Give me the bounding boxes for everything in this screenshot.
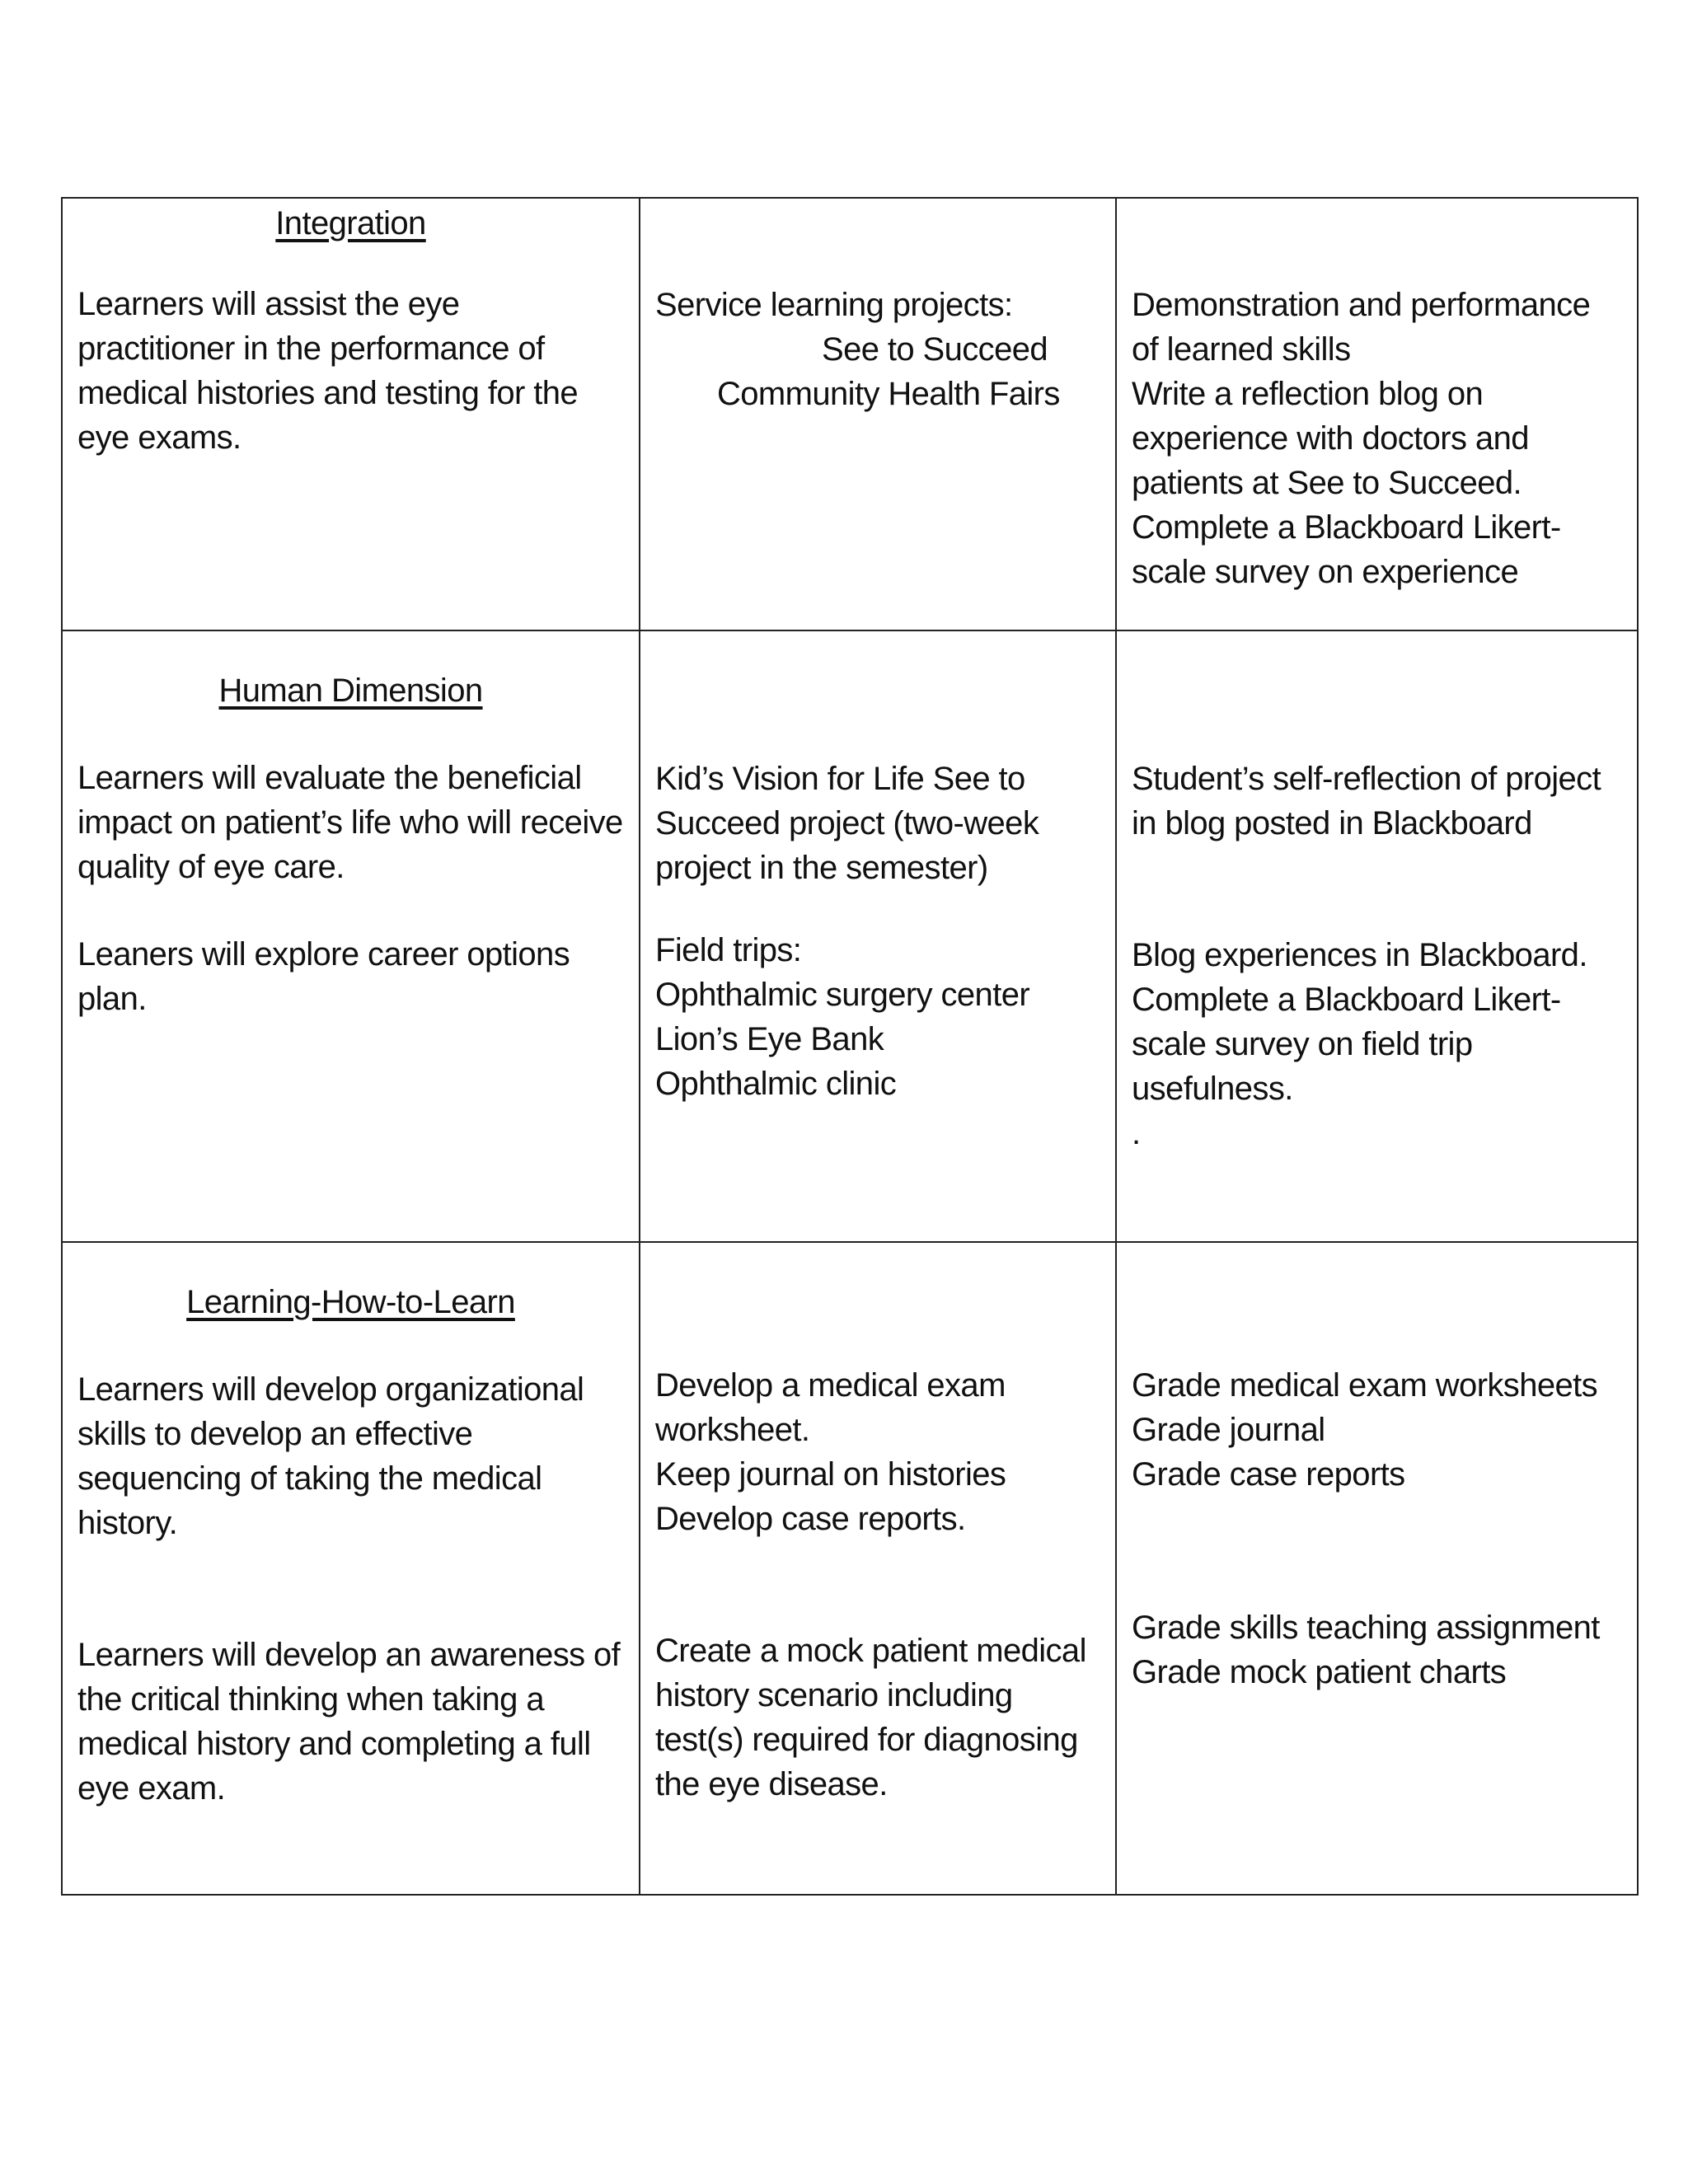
assessment-item: Complete a Blackboard Likert-scale survey on experience bbox=[1132, 509, 1561, 590]
objective-text: Learners will develop an awareness of the critical thinking when taking a medical history and completing a full eye exam. bbox=[77, 1637, 621, 1807]
assessments-cell bbox=[1116, 1242, 1638, 1895]
activity-text: Kid’s Vision for Life See to Succeed project (two-week project in the semester) bbox=[655, 761, 1039, 886]
assessment-item: Grade case reports bbox=[1132, 1456, 1405, 1493]
activities-cell bbox=[640, 1242, 1116, 1895]
assessments-list bbox=[1132, 933, 1622, 1155]
assessments-cell bbox=[1116, 630, 1638, 1242]
objectives-cell bbox=[62, 1242, 640, 1895]
activities-cell bbox=[640, 198, 1116, 630]
activity-item: Keep journal on histories bbox=[655, 1456, 1006, 1493]
activities-intro: Service learning projects: bbox=[655, 287, 1013, 323]
activity-item: Ophthalmic clinic bbox=[655, 1066, 897, 1102]
activity-item: Community Health Fairs bbox=[717, 376, 1060, 412]
assessment-item: Demonstration and performance of learned skills bbox=[1132, 287, 1591, 368]
assessments-list bbox=[1132, 1363, 1622, 1497]
assessment-item: Grade medical exam worksheets bbox=[1132, 1367, 1598, 1404]
assessment-item: Complete a Blackboard Likert-scale survey on field trip usefulness. bbox=[1132, 982, 1561, 1107]
table-row-human-dimension bbox=[62, 630, 1638, 1242]
assessment-item: . bbox=[1132, 1115, 1141, 1151]
assessment-item: Write a reflection blog on experience with doctors and patients at See to Succeed. bbox=[1132, 376, 1529, 501]
assessment-item: Grade journal bbox=[1132, 1412, 1325, 1448]
section-heading: Integration bbox=[275, 205, 426, 241]
assessment-text: Student’s self-reflection of project in blog posted in Blackboard bbox=[1132, 761, 1601, 841]
activity-item: See to Succeed bbox=[822, 331, 1048, 368]
course-design-table bbox=[61, 197, 1639, 1896]
activity-item: Field trips: bbox=[655, 932, 802, 968]
activities-cell bbox=[640, 630, 1116, 1242]
objectives-cell bbox=[62, 198, 640, 630]
activities-list bbox=[655, 928, 1100, 1106]
assessment-item: Blog experiences in Blackboard. bbox=[1132, 937, 1587, 973]
objective-text: Leaners will explore career options plan. bbox=[77, 936, 570, 1017]
activities-list bbox=[655, 1363, 1100, 1541]
activities-list bbox=[655, 283, 1100, 416]
objectives-cell bbox=[62, 630, 640, 1242]
activity-item: Develop case reports. bbox=[655, 1501, 966, 1537]
activity-text: Create a mock patient medical history scenario including test(s) required for diagnosing the eye disease. bbox=[655, 1633, 1086, 1802]
objective-text: Learners will evaluate the beneficial impact on patient’s life who will receive quality of eye care. bbox=[77, 760, 623, 885]
table-row-learning-how-to-learn bbox=[62, 1242, 1638, 1895]
objective-text: Learners will develop organizational skills to develop an effective sequencing of taking the medical history. bbox=[77, 1371, 584, 1541]
assessments-cell bbox=[1116, 198, 1638, 630]
assessment-item: Grade skills teaching assignment bbox=[1132, 1610, 1600, 1646]
activity-item: Develop a medical exam worksheet. bbox=[655, 1367, 1006, 1448]
table-row-integration bbox=[62, 198, 1638, 630]
objective-text: Learners will assist the eye practitioner in the performance of medical histories and testing for the eye exams. bbox=[77, 286, 579, 456]
activity-item: Ophthalmic surgery center bbox=[655, 977, 1030, 1013]
activity-item: Lion’s Eye Bank bbox=[655, 1021, 884, 1057]
assessments-list bbox=[1132, 283, 1622, 594]
section-heading: Learning-How-to-Learn bbox=[186, 1284, 515, 1320]
assessments-list bbox=[1132, 1605, 1622, 1694]
section-heading: Human Dimension bbox=[218, 673, 483, 709]
assessment-item: Grade mock patient charts bbox=[1132, 1654, 1507, 1690]
